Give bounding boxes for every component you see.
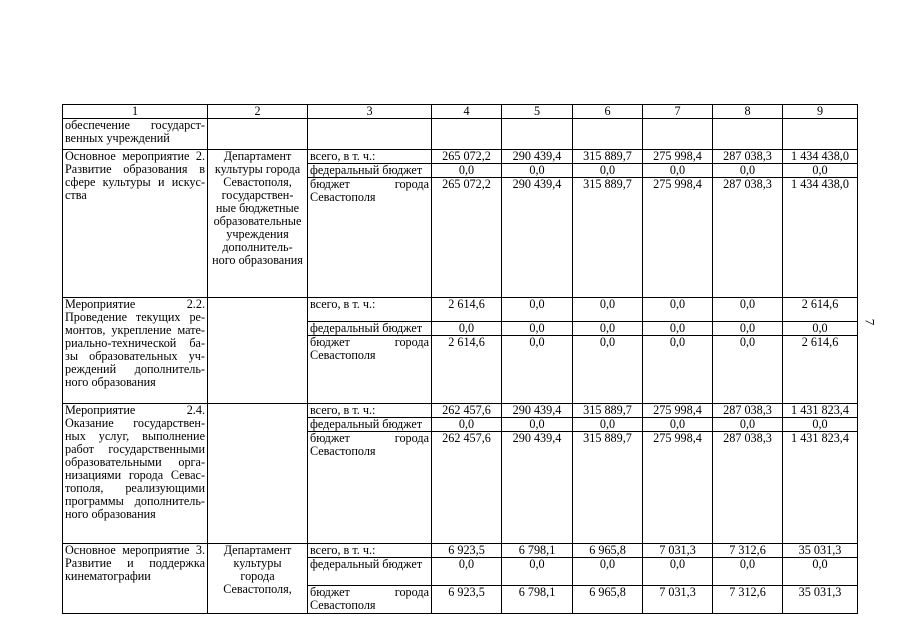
header-row [63,105,858,119]
empty-cell [432,119,502,150]
amount-cell: 7 031,3 [643,586,713,614]
executor-line: образовательные [213,214,302,228]
amount-cell: 35 031,3 [783,544,858,558]
empty-cell [502,119,573,150]
executor-line: государствен- [221,188,294,202]
amount-cell: 0,0 [573,558,643,586]
amount-cell: 0,0 [502,336,573,404]
funding-source: всего, в т. ч.: [308,544,432,558]
amount-cell: 265 072,2 [432,178,502,298]
empty-cell [308,119,432,150]
amount-cell: 0,0 [573,298,643,322]
amount-cell: 275 998,4 [643,404,713,418]
amount-cell: 0,0 [573,322,643,336]
funding-source-word: города [394,431,429,445]
amount-cell: 0,0 [783,164,858,178]
amount-cell: 262 457,6 [432,404,502,418]
executor-line: ные бюджетные [215,201,300,215]
desc-line: сфере культуры и искус- [65,175,205,189]
amount-cell: 0,0 [713,558,783,586]
empty-cell [713,119,783,150]
header-cell: 3 [308,105,432,119]
desc-line: ных услуг, выполнение [65,429,205,443]
amount-cell: 1 434 438,0 [783,150,858,164]
desc-line: низациями города Севас- [65,468,205,482]
desc-line: обеспечение государст- [65,118,205,132]
funding-source: федеральный бюджет [308,558,432,586]
table-row [63,298,858,322]
measure-description [63,150,208,298]
amount-cell: 0,0 [713,418,783,432]
funding-source: всего, в т. ч.: [308,298,432,322]
measure-description [63,298,208,404]
executor-line: города [240,569,275,583]
table-row [63,404,858,418]
continuation-row [63,119,858,150]
header-cell: 1 [63,105,208,119]
amount-cell: 0,0 [643,322,713,336]
desc-line: реждений дополнитель- [65,362,205,376]
funding-source-word: города [394,585,429,599]
funding-source: федеральный бюджет [308,418,432,432]
amount-cell: 2 614,6 [432,336,502,404]
amount-cell: 0,0 [502,418,573,432]
measure-description [63,544,208,614]
desc-line: программы дополнитель- [65,494,205,508]
amount-cell: 290 439,4 [502,150,573,164]
amount-cell: 0,0 [502,298,573,322]
amount-cell: 290 439,4 [502,178,573,298]
amount-cell: 0,0 [502,558,573,586]
amount-cell: 275 998,4 [643,178,713,298]
funding-source-line: Севастополя [310,348,376,362]
amount-cell: 265 072,2 [432,150,502,164]
amount-cell: 1 431 823,4 [783,404,858,418]
amount-cell: 287 038,3 [713,404,783,418]
amount-cell: 6 965,8 [573,586,643,614]
measure-description [63,404,208,544]
amount-cell: 6 923,5 [432,544,502,558]
amount-cell: 275 998,4 [643,150,713,164]
amount-cell: 0,0 [643,558,713,586]
responsible-executor [208,544,308,614]
funding-source [308,586,432,614]
desc-line: венных учреждений [65,131,170,145]
desc-line: Развитие образования в [65,162,205,176]
empty-cell [783,119,858,150]
amount-cell: 0,0 [643,418,713,432]
amount-cell: 0,0 [783,418,858,432]
amount-cell: 0,0 [783,322,858,336]
desc-line: зы образовательных уч- [65,349,205,363]
desc-line: Мероприятие 2.4. [65,403,205,417]
funding-source-word: бюджет [310,585,350,599]
amount-cell: 0,0 [713,298,783,322]
amount-cell: 6 923,5 [432,586,502,614]
amount-cell: 0,0 [432,322,502,336]
executor-line: дополнитель- [222,240,293,254]
amount-cell: 2 614,6 [432,298,502,322]
amount-cell: 315 889,7 [573,178,643,298]
responsible-executor [208,150,308,298]
executor-line: культуры [233,556,282,570]
desc-line: Проведение текущих ре- [65,310,205,324]
executor-line: ного образования [212,253,303,267]
empty-cell [208,119,308,150]
amount-cell: 290 439,4 [502,404,573,418]
desc-line: работ государственными [65,442,205,456]
funding-source: федеральный бюджет [308,322,432,336]
funding-source [308,432,432,544]
amount-cell: 6 965,8 [573,544,643,558]
amount-cell: 290 439,4 [502,432,573,544]
desc-line: Оказание государствен- [65,416,205,430]
funding-source-word: бюджет [310,335,350,349]
executor-line: учреждения [226,227,289,241]
amount-cell: 262 457,6 [432,432,502,544]
desc-line: Основное мероприятие 2. [65,149,205,163]
budget-table [62,104,858,614]
header-cell: 2 [208,105,308,119]
amount-cell: 7 031,3 [643,544,713,558]
amount-cell: 0,0 [432,164,502,178]
header-cell: 9 [783,105,858,119]
desc-line: ного образования [65,507,156,521]
amount-cell: 287 038,3 [713,432,783,544]
executor-line: Департамент [223,543,292,557]
desc-line: риально-технической ба- [65,336,205,350]
amount-cell: 1 434 438,0 [783,178,858,298]
desc-line: ного образования [65,375,156,389]
amount-cell: 0,0 [783,558,858,586]
funding-source-line: Севастополя [310,190,376,204]
amount-cell: 287 038,3 [713,150,783,164]
funding-source: всего, в т. ч.: [308,404,432,418]
responsible-executor [208,404,308,544]
funding-source: всего, в т. ч.: [308,150,432,164]
desc-line: монтов, укрепление мате- [65,323,205,337]
executor-line: Севастополя, [223,582,292,596]
responsible-executor [208,298,308,404]
amount-cell: 0,0 [643,164,713,178]
amount-cell: 315 889,7 [573,150,643,164]
funding-source-word: бюджет [310,177,350,191]
amount-cell: 0,0 [643,298,713,322]
amount-cell: 7 312,6 [713,544,783,558]
amount-cell: 1 431 823,4 [783,432,858,544]
desc-line: образовательными орга- [65,455,205,469]
amount-cell: 6 798,1 [502,586,573,614]
funding-source [308,178,432,298]
desc-line: тополя, реализующими [65,481,205,495]
amount-cell: 315 889,7 [573,432,643,544]
amount-cell: 0,0 [713,336,783,404]
funding-source-word: бюджет [310,431,350,445]
amount-cell: 287 038,3 [713,178,783,298]
table-row [63,150,858,164]
continuation-desc [63,119,208,150]
desc-line: Мероприятие 2.2. [65,297,205,311]
header-cell: 5 [502,105,573,119]
header-cell: 4 [432,105,502,119]
header-cell: 8 [713,105,783,119]
header-cell: 7 [643,105,713,119]
amount-cell: 6 798,1 [502,544,573,558]
amount-cell: 0,0 [432,558,502,586]
executor-line: культуры города [214,162,301,176]
amount-cell: 2 614,6 [783,336,858,404]
executor-line: Департамент [223,149,292,163]
table-row [63,544,858,558]
desc-line: ства [65,188,87,202]
desc-line: кинематографии [65,569,151,583]
empty-cell [643,119,713,150]
amount-cell: 0,0 [643,336,713,404]
funding-source-line: Севастополя [310,598,376,612]
amount-cell: 2 614,6 [783,298,858,322]
amount-cell: 7 312,6 [713,586,783,614]
funding-source-line: Севастополя [310,444,376,458]
desc-line: Основное мероприятие 3. [65,543,205,557]
amount-cell: 275 998,4 [643,432,713,544]
desc-line: Развитие и поддержка [65,556,205,570]
amount-cell: 315 889,7 [573,404,643,418]
funding-source-word: города [394,335,429,349]
amount-cell: 0,0 [502,322,573,336]
funding-source-word: города [394,177,429,191]
amount-cell: 35 031,3 [783,586,858,614]
page-number: 7 [862,318,878,326]
amount-cell: 0,0 [502,164,573,178]
funding-source [308,336,432,404]
funding-source: федеральный бюджет [308,164,432,178]
amount-cell: 0,0 [713,164,783,178]
header-cell: 6 [573,105,643,119]
amount-cell: 0,0 [432,418,502,432]
amount-cell: 0,0 [573,418,643,432]
executor-line: Севастополя, [223,175,292,189]
empty-cell [573,119,643,150]
amount-cell: 0,0 [573,164,643,178]
amount-cell: 0,0 [573,336,643,404]
amount-cell: 0,0 [713,322,783,336]
